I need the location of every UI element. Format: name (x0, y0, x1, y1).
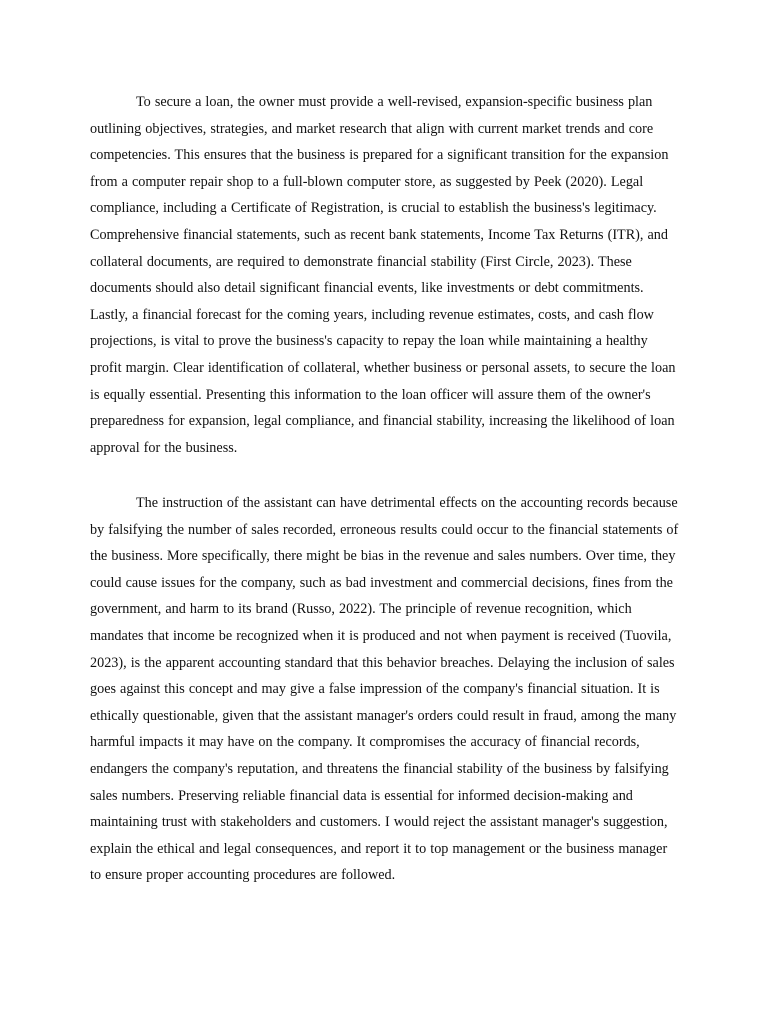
paragraph-accounting-ethics: The instruction of the assistant can have detrimental effects on the accounting records because by falsifying the number of sales recorded, erroneous results could occur to the financial statements of the business. More specifically, there might be bias in the revenue and sales numbers. Over time, they could cause issues for the company, such as bad investment and commercial decisions, fines from the government, and harm to its brand (Russo, 2022). The principle of revenue recognition, which mandates that income be recognized when it is produced and not when payment is received (Tuovila, 2023), is the apparent accounting standard that this behavior breaches. Delaying the inclusion of sales goes against this concept and may give a false impression of the company's financial situation. It is ethically questionable, given that the assistant manager's orders could result in fraud, among the many harmful impacts it may have on the company. It compromises the accuracy of financial records, endangers the company's reputation, and threatens the financial stability of the business by falsifying sales numbers. Preserving reliable financial data is essential for informed decision-making and maintaining trust with stakeholders and customers. I would reject the assistant manager's suggestion, explain the ethical and legal consequences, and report it to top management or the business manager to ensure proper accounting procedures are followed. (90, 495, 679, 884)
paragraph-loan-requirements: To secure a loan, the owner must provide a well-revised, expansion-specific business plan outlining objectives, strategies, and market research that align with current market trends and core competencies. This ensures that the business is prepared for a significant transition for the expansion from a computer repair shop to a full-blown computer store, as suggested by Peek (2020). Legal compliance, including a Certificate of Registration, is crucial to establish the business's legitimacy. Comprehensive financial statements, such as recent bank statements, Income Tax Returns (ITR), and collateral documents, are required to demonstrate financial stability (First Circle, 2023). These documents should also detail significant financial events, like investments or debt commitments. Lastly, a financial forecast for the coming years, including revenue estimates, costs, and cash flow projections, is vital to prove the business's capacity to repay the loan while maintaining a healthy profit margin. Clear identification of collateral, whether business or personal assets, to secure the loan is equally essential. Presenting this information to the loan officer will assure them of the owner's preparedness for expansion, legal compliance, and financial stability, increasing the likelihood of loan approval for the business. (90, 94, 676, 456)
